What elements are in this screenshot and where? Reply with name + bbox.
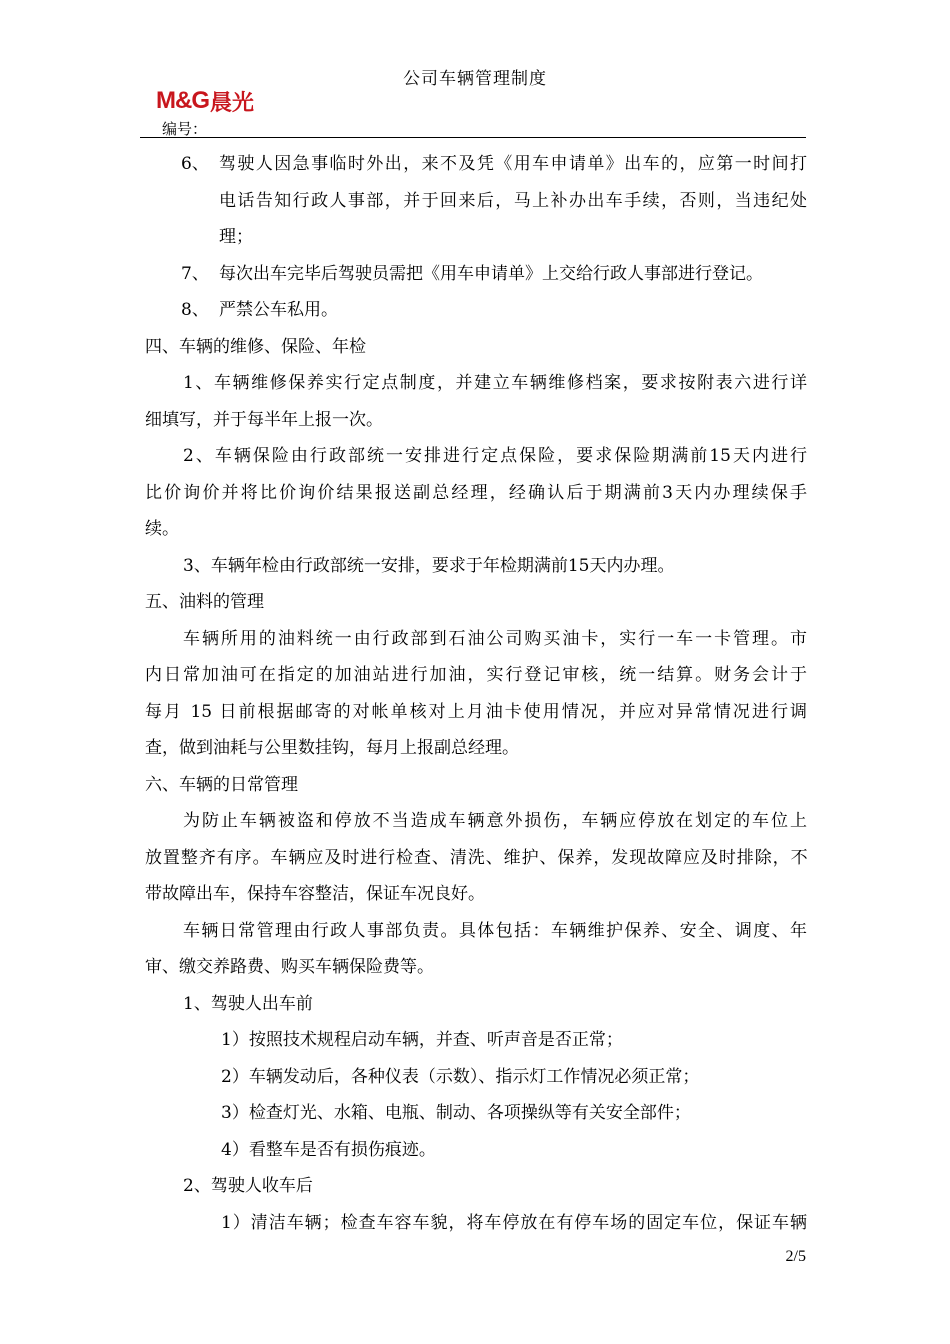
paragraph-line: 审、缴交养路费、购买车辆保险费等。 [145, 957, 434, 977]
paragraph-line: 比价询价并将比价询价结果报送副总经理，经确认后于期满前3天内办理续保手 [145, 482, 807, 503]
logo-mark: M&G [156, 87, 209, 114]
document-title: 公司车辆管理制度 [403, 69, 547, 89]
paragraph-line: 内日常加油可在指定的加油站进行加油，实行登记审核，统一结算。财务会计于 [145, 665, 807, 685]
document-body [145, 146, 807, 1241]
paragraph-line: 放置整齐有序。车辆应及时进行检查、清洗、维护、保养，发现故障应及时排除，不 [145, 847, 807, 868]
list-text-continued: 电话告知行政人事部，并于回来后，马上补办出车手续，否则，当违纪处 [219, 190, 807, 211]
logo-chinese: 晨光 [210, 90, 255, 116]
serial-number-label: 编号： [162, 120, 208, 138]
checklist-item: 3）检查灯光、水箱、电瓶、制动、各项操纵等有关安全部件； [221, 1103, 691, 1123]
list-number: 8、 [181, 300, 209, 320]
section-heading: 四、车辆的维修、保险、年检 [145, 336, 366, 357]
subsection-heading: 2、驾驶人收车后 [183, 1176, 313, 1196]
paragraph-line: 2、车辆保险由行政部统一安排进行定点保险，要求保险期满前15天内进行 [183, 446, 807, 466]
list-text: 每次出车完毕后驾驶员需把《用车申请单》上交给行政人事部进行登记。 [219, 263, 763, 284]
list-text-continued: 理； [219, 227, 253, 247]
paragraph-line: 1、车辆维修保养实行定点制度，并建立车辆维修档案，要求按附表六进行详 [183, 373, 807, 393]
paragraph-line: 带故障出车，保持车容整洁，保证车况良好。 [145, 884, 485, 904]
checklist-item: 1）清洁车辆；检查车容车貌，将车停放在有停车场的固定车位，保证车辆 [221, 1212, 807, 1233]
page-number: 2/5 [785, 1248, 806, 1265]
header-divider [140, 137, 806, 138]
section-heading: 六、车辆的日常管理 [145, 774, 298, 795]
list-number: 6、 [181, 154, 209, 174]
checklist-item: 2）车辆发动后，各种仪表（示数）、指示灯工作情况必须正常； [221, 1066, 700, 1087]
paragraph-line: 为防止车辆被盗和停放不当造成车辆意外损伤，车辆应停放在划定的车位上 [183, 811, 807, 831]
paragraph-line: 3、车辆年检由行政部统一安排，要求于年检期满前15天内办理。 [183, 555, 675, 576]
list-number: 7、 [181, 263, 209, 284]
list-item-6 [145, 146, 807, 183]
checklist-item: 4）看整车是否有损伤痕迹。 [221, 1139, 436, 1160]
list-text: 驾驶人因急事临时外出，来不及凭《用车申请单》出车的，应第一时间打 [219, 154, 807, 174]
paragraph-line: 车辆所用的油料统一由行政部到石油公司购买油卡，实行一车一卡管理。市 [183, 628, 807, 649]
paragraph-line: 查，做到油耗与公里数挂钩，每月上报副总经理。 [145, 738, 519, 758]
list-item-7 [145, 256, 807, 293]
subsection-heading: 1、驾驶人出车前 [183, 993, 313, 1014]
checklist-item: 1）按照技术规程启动车辆，并查、听声音是否正常； [221, 1030, 623, 1050]
company-logo [156, 86, 254, 116]
paragraph-line: 每月 15 日前根据邮寄的对帐单核对上月油卡使用情况，并应对异常情况进行调 [145, 701, 807, 722]
list-item-8 [145, 292, 807, 329]
paragraph-line: 细填写，并于每半年上报一次。 [145, 409, 383, 430]
section-heading: 五、油料的管理 [145, 592, 264, 612]
paragraph-line: 车辆日常管理由行政人事部负责。具体包括：车辆维护保养、安全、调度、年 [183, 920, 807, 941]
paragraph-line: 续。 [145, 519, 179, 539]
list-text: 严禁公车私用。 [219, 300, 338, 320]
